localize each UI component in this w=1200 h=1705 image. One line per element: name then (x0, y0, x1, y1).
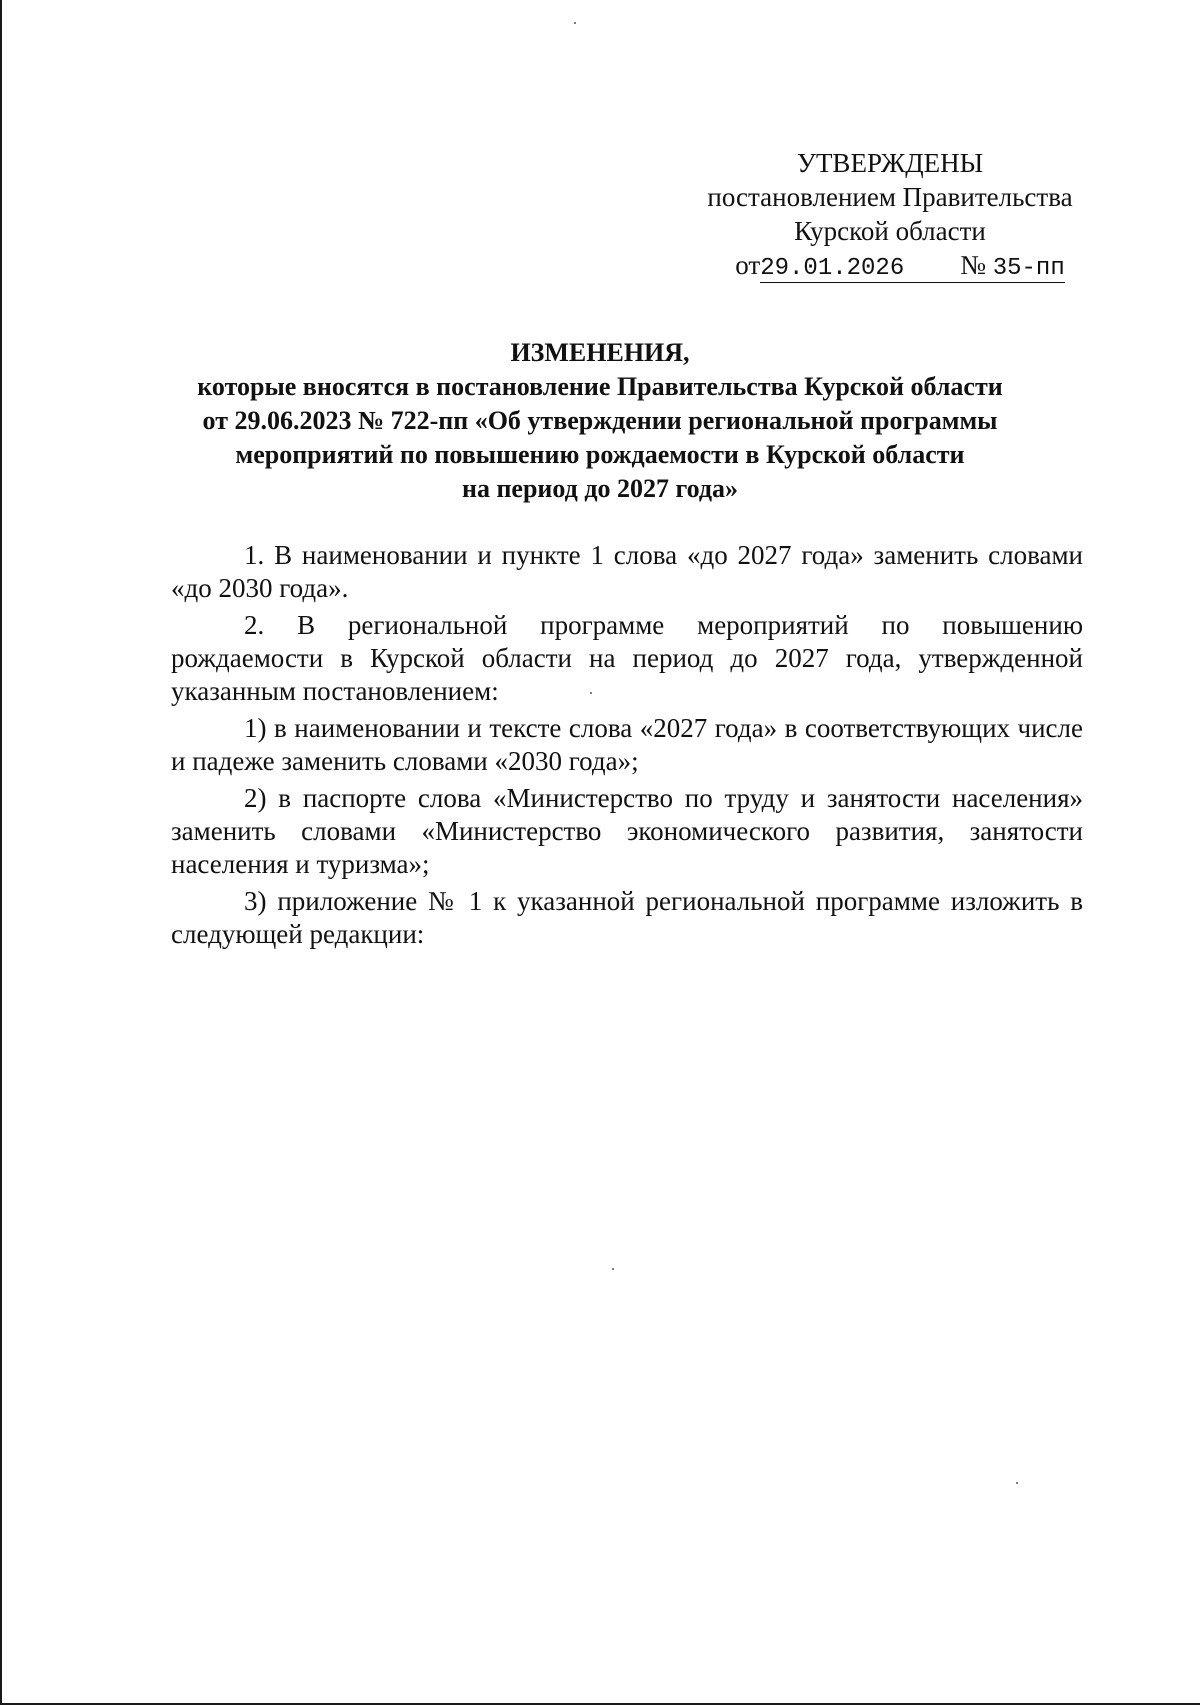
scan-speck (1016, 1482, 1018, 1484)
approval-number: 35-пп (992, 255, 1065, 282)
approval-number-group (960, 252, 1065, 283)
approval-number-prefix: № (960, 250, 986, 280)
document-heading (150, 336, 1050, 506)
scan-left-edge (0, 0, 2, 1705)
paragraph-2-1: 1) в наименовании и тексте слова «2027 года» в соответствующих числе и падеже заменить словами «2030 года»; (171, 713, 1083, 776)
approval-line-2: Курской области (794, 216, 986, 246)
approval-stamp (680, 146, 1100, 283)
paragraph-2: 2. В региональной программе мероприятий по повышению рождаемости в Курской области на период до 2027 года, утвержденной указанным постановлением: (171, 610, 1083, 706)
approval-date-prefix: от (735, 250, 761, 280)
approval-line-1: постановлением Правительства (707, 182, 1073, 212)
approval-date: 29.01.2026 (760, 256, 960, 283)
heading-line-4: на период до 2027 года» (461, 474, 739, 503)
scan-speck (590, 692, 592, 694)
document-body (171, 539, 1083, 955)
heading-line-3: мероприятий по повышению рождаемости в Курской области (235, 440, 965, 469)
approval-title: УТВЕРЖДЕНЫ (796, 148, 984, 178)
scan-speck (574, 22, 576, 24)
heading-line-1: которые вносятся в постановление Правительства Курской области (197, 372, 1003, 401)
scan-speck (612, 1268, 614, 1270)
heading-line-2: от 29.06.2023 № 722-пп «Об утверждении региональной программы (202, 406, 998, 435)
paragraph-2-2: 2) в паспорте слова «Министерство по труду и занятости населения» заменить словами «Министерство экономического развития, занятости населения и туризма»; (171, 783, 1083, 879)
approval-date-line (700, 248, 1100, 283)
paragraph-1: 1. В наименовании и пункте 1 слова «до 2027 года» заменить словами «до 2030 года». (171, 540, 1083, 603)
heading-title: ИЗМЕНЕНИЯ, (510, 338, 690, 367)
paragraph-2-3: 3) приложение № 1 к указанной региональной программе изложить в следующей редакции: (171, 886, 1083, 949)
